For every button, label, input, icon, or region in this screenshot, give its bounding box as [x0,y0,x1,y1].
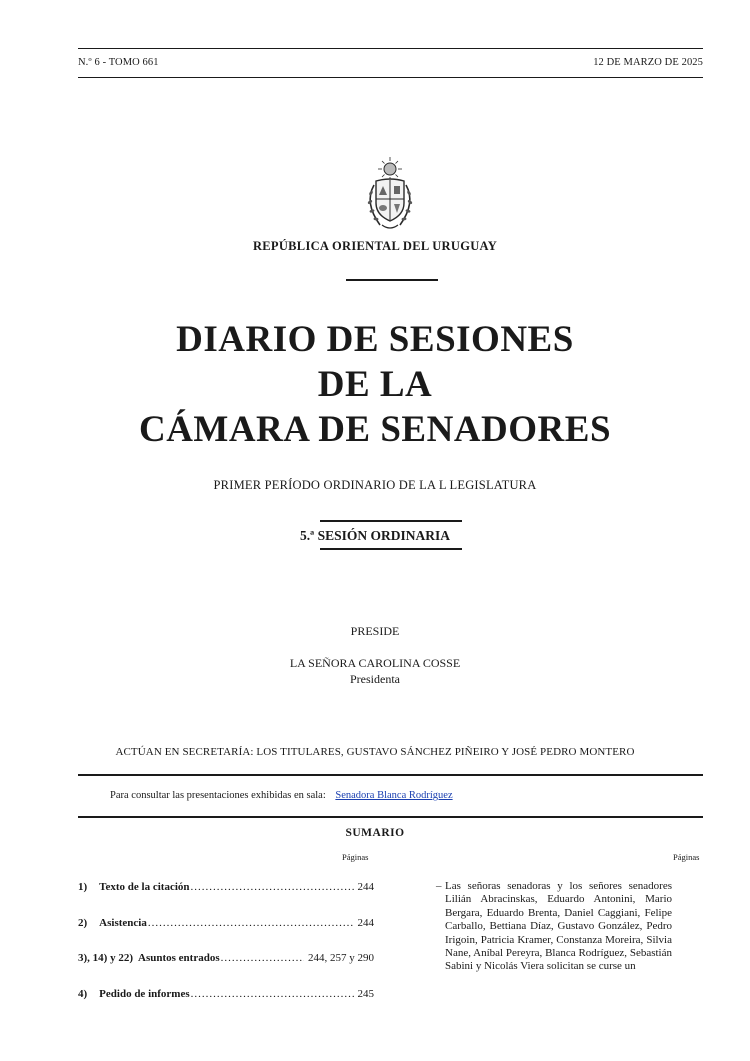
toc-item-page: 245 [357,988,374,1000]
secretariat-rule [78,774,703,776]
session-type: 5.ª SESIÓN ORDINARIA [300,528,450,543]
toc-item-label: Asuntos entrados [138,952,220,964]
header-top-rule [78,48,703,49]
secretariat-line: ACTÚAN EN SECRETARÍA: LOS TITULARES, GUSTAVO SÁNCHEZ PIÑEIRO Y JOSÉ PEDRO MONTERO [115,746,635,758]
toc-item-page: 244 [357,917,374,929]
title-line-3: CÁMARA DE SENADORES [138,409,612,450]
country-name: REPÚBLICA ORIENTAL DEL URUGUAY [252,239,498,253]
sumario-right-text: Las señoras senadoras y los señores senadores Lilián Abracinskas, Eduardo Antonini, Mario Bergara, Eduardo Brenta, Daniel Caggiani, Felipe Carballo, Bettiana Díaz, Gustavo González, Pedro Irigoin, Patricia Kramer, Constanza Moreira, Silvia Nane, Aníbal Pereyra, Blanca Rodríguez, Sebastián Sabini y Nicolás Viera solicitan se curse un [445,880,672,973]
senator-presentation-link[interactable]: Senadora Blanca Rodríguez [335,790,453,801]
legislative-period: PRIMER PERÍODO ORDINARIO DE LA L LEGISLATURA [213,478,537,492]
toc-item-pedido-informes[interactable] [78,988,374,1000]
presentations-note [110,790,453,801]
list-dash: – [436,880,442,892]
toc-item-citacion[interactable] [78,881,374,893]
header-bottom-rule [78,77,703,78]
session-top-rule [320,520,462,522]
toc-leader [148,917,354,929]
toc-item-page: 244 [357,881,374,893]
president-role: Presidenta [350,672,400,686]
toc-leader [221,952,304,964]
president-name: LA SEÑORA CAROLINA COSSE [289,656,461,670]
toc-item-label: Texto de la citación [99,881,190,893]
toc-item-number: 2) [78,917,88,929]
paginas-label-left: Páginas [342,852,369,862]
toc-item-number: 1) [78,881,88,893]
coat-of-arms-icon [358,155,422,233]
title-line-1: DIARIO DE SESIONES [176,319,574,360]
toc-item-asistencia[interactable] [78,917,374,929]
paginas-label-right: Páginas [673,852,700,862]
toc-leader [191,988,354,1000]
presentations-text: Para consultar las presentaciones exhibidas en sala: [110,790,326,801]
toc-item-asuntos-entrados[interactable] [78,952,374,964]
toc-item-page: 244, 257 y 290 [308,952,374,964]
sumario-title: SUMARIO [345,827,405,839]
toc-leader [191,881,354,893]
sumario-top-rule [78,816,703,818]
session-bottom-rule [320,548,462,550]
toc-item-number: 4) [78,988,88,1000]
preside-label: PRESIDE [350,624,400,638]
issue-number: N.º 6 - TOMO 661 [78,57,159,68]
toc-item-label: Pedido de informes [99,988,190,1000]
toc-item-label: Asistencia [99,917,147,929]
title-divider [346,279,438,281]
sumario-right-column [436,880,672,974]
title-line-2: DE LA [317,364,433,405]
issue-date: 12 DE MARZO DE 2025 [593,57,703,68]
toc-item-number: 3), 14) y 22) [78,952,133,964]
